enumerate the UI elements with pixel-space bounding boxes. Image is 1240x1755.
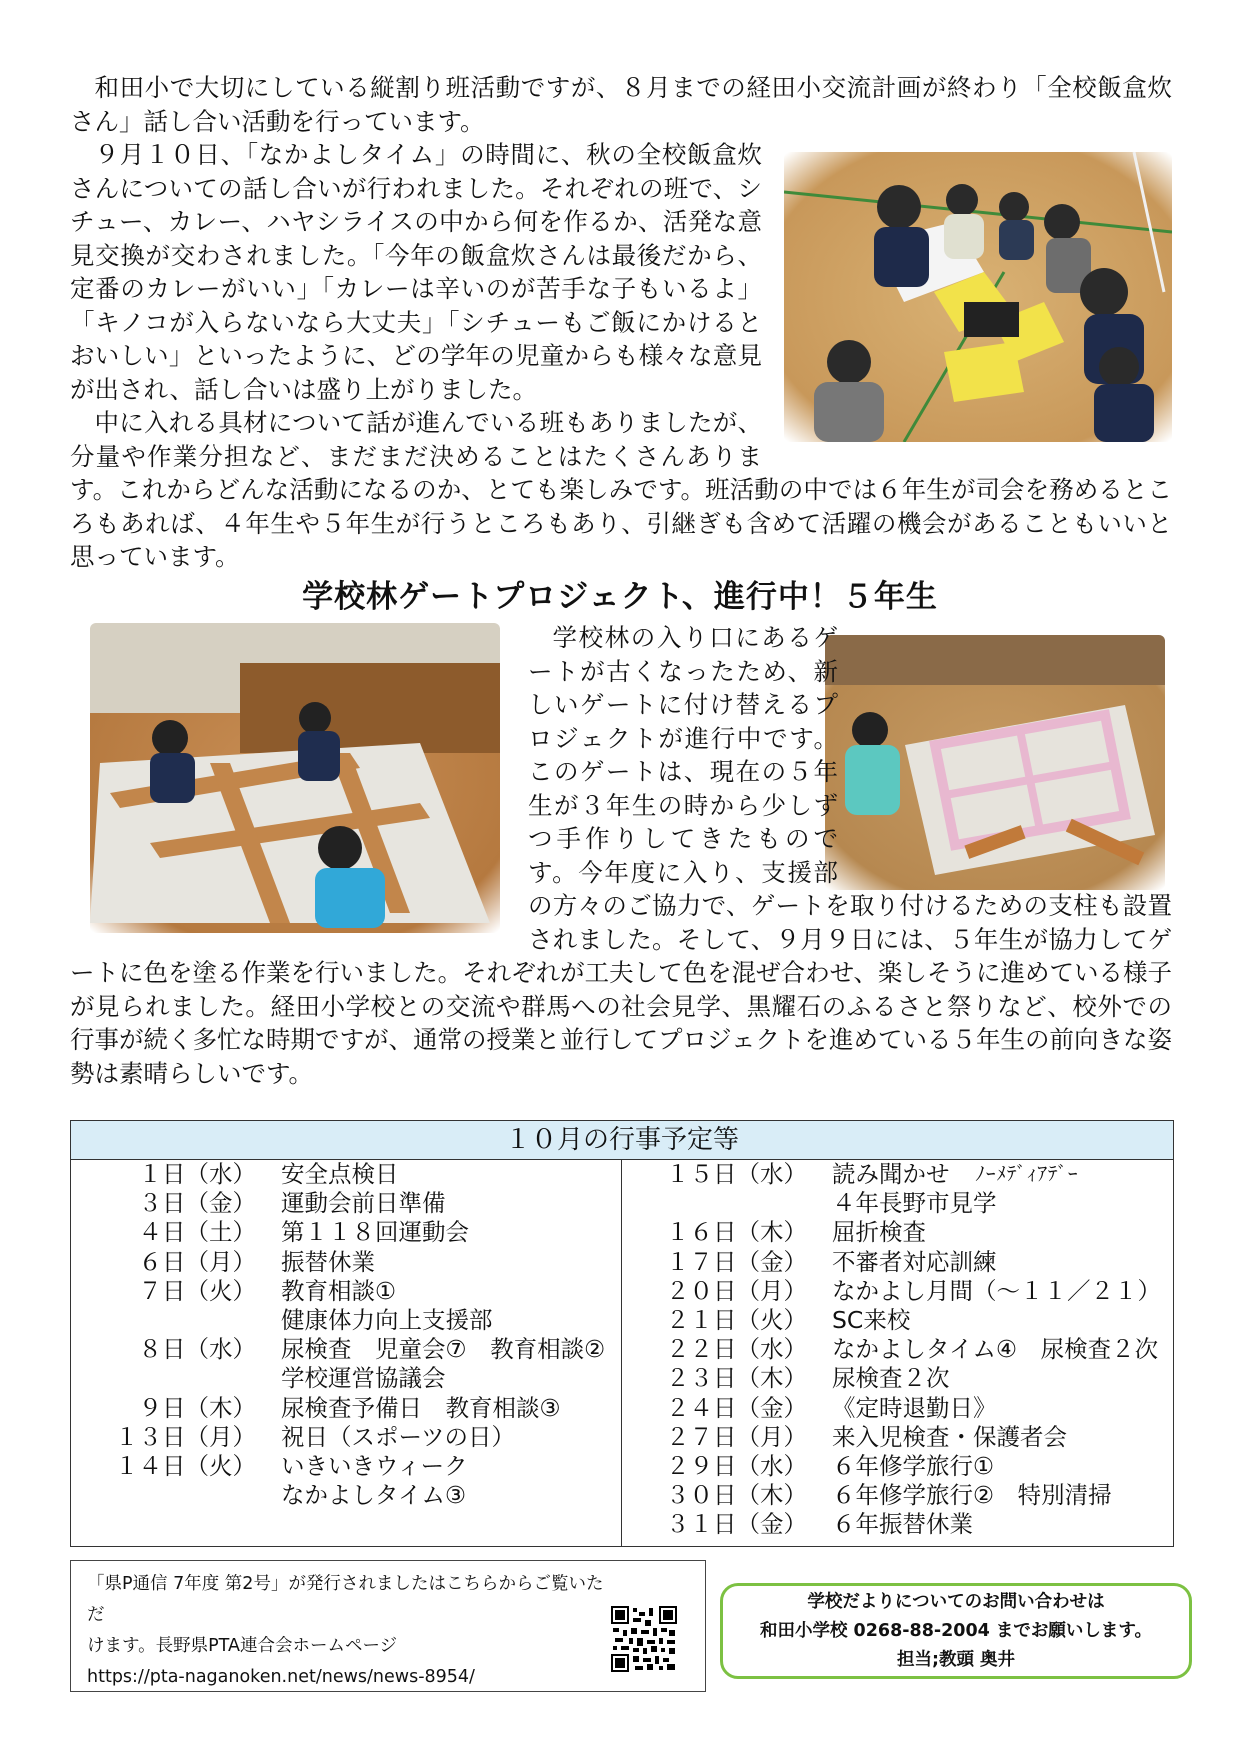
schedule-row: ４年長野市見学 <box>832 1189 997 1218</box>
contact-box <box>720 1583 1192 1679</box>
pta-notice-line2: けます。長野県PTA連合会ホームページ <box>87 1636 398 1656</box>
schedule-row: ２０日（月） なかよし月間（～１１／２１） <box>666 1276 1161 1305</box>
schedule-row: ２１日（火） SC来校 <box>666 1306 911 1335</box>
pta-notice-line1: 「県P通信 7年度 第2号」が発行されましたはこちらからご覧いただ <box>87 1574 604 1625</box>
schedule-row: ７日（火） 教育相談① <box>138 1276 397 1305</box>
pta-notice-url[interactable]: https://pta-naganoken.net/news/news-8954/ <box>87 1667 475 1687</box>
article2-title: 学校林ゲートプロジェクト、進行中！５年生 <box>302 579 938 615</box>
contact-line2: 和田小学校 0268-88-2004 までお願いします。 <box>759 1621 1153 1641</box>
article2-p1: 学校林の入り口にあるゲートが古くなったため、新しいゲートに付け替えるプロジェクトが進行中です。このゲートは、現在の５年生が３年生の時から少しずつ手作りしてきたものです。今年度に入り、支援部の方々のご協力で、ゲートを取り付けるための支柱も設置されました。そして、９月９日には、５年生が協力してゲートに色を塗る作業を行いました。それぞれが工夫して色を混ぜ合わせ、楽しそうに進めている様子が見られました。経田小学校との交流や群馬への社会見学、黒耀石のふるさと祭りなど、校外での行事が続く多忙な時期ですが、通常の授業と並行してプロジェクトを進めている５年生の前向きな姿勢は素晴らしいです。 <box>70 623 1173 1088</box>
pta-notice-text <box>87 1569 607 1693</box>
schedule-row: ２３日（木） 尿検査２次 <box>666 1364 950 1393</box>
schedule-title: １０月の行事予定等 <box>71 1121 1173 1160</box>
schedule-row: １６日（木） 屈折検査 <box>666 1218 926 1247</box>
schedule-row: １４日（火） いきいきウィーク <box>115 1452 468 1481</box>
pta-notice-box <box>70 1560 706 1692</box>
schedule-row: １３日（月） 祝日（スポーツの日） <box>115 1422 516 1451</box>
article1-p3: 中に入れる具材について話が進んでいる班もありましたが、分量や作業分担など、まだまだ決めることはたくさんあります。これからどんな活動になるのか、とても楽しみです。班活動の中では６年生が司会を務めるところもあれば、４年生や５年生が行うところもあり、引継ぎも含めて活躍の機会があることもいいと思っています。 <box>70 408 1172 571</box>
schedule-row: ２４日（金） 《定時退勤日》 <box>666 1393 997 1422</box>
schedule-row: ８日（水） 尿検査 児童会⑦ 教育相談② <box>138 1335 606 1364</box>
schedule-row: １５日（水） 読み聞かせ ﾉｰﾒﾃﾞｨｱﾃﾞｰ <box>666 1160 1079 1188</box>
schedule-row: ３０日（木） ６年修学旅行② 特別清掃 <box>666 1481 1112 1510</box>
photo-spacer-right <box>838 621 1172 886</box>
article1-p1: 和田小で大切にしている縦割り班活動ですが、８月までの経田小交流計画が終わり「全校飯盒炊さん」話し合い活動を行っています。 <box>70 73 1172 136</box>
schedule-row: なかよしタイム③ <box>281 1481 467 1510</box>
schedule-left-column <box>71 1160 622 1546</box>
schedule-row: 健康体力向上支援部 <box>281 1306 493 1335</box>
schedule-row: ２７日（月） 来入児検査・保護者会 <box>666 1422 1067 1451</box>
schedule-row: ２９日（水） ６年修学旅行① <box>666 1452 995 1481</box>
schedule-row: ４日（土） 第１１８回運動会 <box>138 1218 469 1247</box>
qr-code-icon[interactable] <box>611 1606 677 1683</box>
contact-line1: 学校だよりについてのお問い合わせは <box>807 1592 1105 1612</box>
schedule-row: ３１日（金） ６年振替休業 <box>666 1510 973 1539</box>
schedule-row: １７日（金） 不審者対応訓練 <box>666 1247 997 1276</box>
contact-line3: 担当;教頭 奥井 <box>896 1650 1016 1670</box>
photo-spacer-left <box>70 621 528 941</box>
schedule-row: ６日（月） 振替休業 <box>138 1247 375 1276</box>
article1 <box>70 71 1172 574</box>
schedule-row: 学校運営協議会 <box>281 1364 446 1393</box>
schedule-extra: ﾉｰﾒﾃﾞｨｱﾃﾞｰ <box>975 1163 1079 1185</box>
schedule-table <box>70 1120 1174 1547</box>
article2-body <box>70 621 1172 1090</box>
schedule-right-column <box>622 1160 1173 1546</box>
schedule-row: １日（水） 安全点検日 <box>138 1160 399 1188</box>
photo-students-discussion <box>784 152 1172 442</box>
schedule-row: ３日（金） 運動会前日準備 <box>138 1189 446 1218</box>
article1-p2: ９月１０日、「なかよしタイム」の時間に、秋の全校飯盒炊さんについての話し合いが行われました。それぞれの班で、シチュー、カレー、ハヤシライスの中から何を作るか、活発な意見交換が交わされました。「今年の飯盒炊さんは最後だから、定番のカレーがいい」「カレーは辛いのが苦手な子もいるよ」「キノコが入らないなら大丈夫」「シチューもご飯にかけるとおいしい」といったように、どの学年の児童からも様々な意見が出され、話し合いは盛り上がりました。 <box>70 140 762 404</box>
schedule-row: ９日（木） 尿検査予備日 教育相談③ <box>138 1393 561 1422</box>
schedule-row: ２２日（水） なかよしタイム④ 尿検査２次 <box>666 1335 1159 1364</box>
